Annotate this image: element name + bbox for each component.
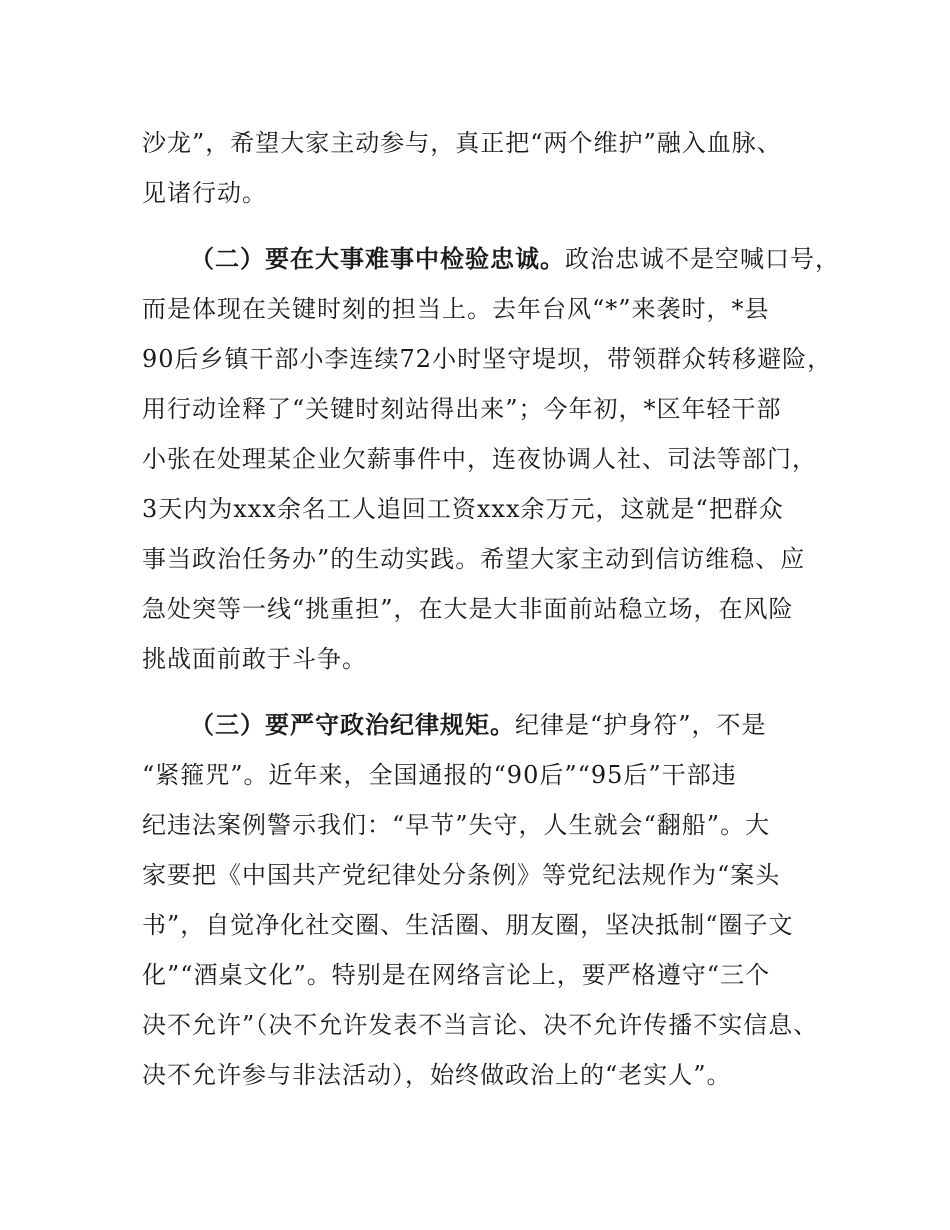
paragraph-text: 纪律是“护身符”，不是 xyxy=(515,711,767,739)
paragraph-line xyxy=(190,243,840,275)
paragraph-line: 见诸行动。 xyxy=(142,179,267,207)
paragraph-line: 沙龙”，希望大家主动参与，真正把“两个维护”融入血脉、 xyxy=(142,129,782,157)
paragraph-line: 化”“酒桌文化”。特别是在网络言论上，要严格遵守“三个 xyxy=(142,961,771,989)
paragraph-line: “紧箍咒”。近年来，全国通报的“90后”“95后”干部违 xyxy=(142,761,737,789)
paragraph-line: 纪违法案例警示我们：“早节”失守，人生就会“翻船”。大 xyxy=(142,811,771,839)
paragraph-line xyxy=(190,709,767,741)
paragraph-line: 用行动诠释了“关键时刻站得出来”；今年初，*区年轻干部 xyxy=(142,395,782,423)
paragraph-line: 事当政治任务办”的生动实践。希望大家主动到信访维稳、应 xyxy=(142,545,806,573)
paragraph-line: 90后乡镇干部小李连续72小时坚守堤坝，带领群众转移避险， xyxy=(142,345,833,373)
paragraph-text: 政治忠诚不是空喊口号， xyxy=(565,245,840,273)
paragraph-line: 决不允许”（决不允许发表不当言论、决不允许传播不实信息、 xyxy=(142,1011,819,1039)
paragraph-line: 书”，自觉净化社交圈、生活圈、朋友圈，坚决抵制“圈子文 xyxy=(142,911,794,939)
paragraph-line: 而是体现在关键时刻的担当上。去年台风“*”来袭时，*县 xyxy=(142,295,770,323)
paragraph-line: 3天内为xxx余名工人追回工资xxx余万元，这就是“把群众 xyxy=(142,495,784,523)
paragraph-line: 小张在处理某企业欠薪事件中，连夜协调人社、司法等部门， xyxy=(142,445,817,473)
paragraph-line: 挑战面前敢于斗争。 xyxy=(142,645,367,673)
section-heading: （二）要在大事难事中检验忠诚。 xyxy=(190,245,565,273)
paragraph-line: 决不允许参与非法活动），始终做政治上的“老实人”。 xyxy=(142,1061,732,1089)
paragraph-line: 家要把《中国共产党纪律处分条例》等党纪法规作为“案头 xyxy=(142,861,781,889)
paragraph-line: 急处突等一线“挑重担”，在大是大非面前站稳立场，在风险 xyxy=(142,595,794,623)
section-heading: （三）要严守政治纪律规矩。 xyxy=(190,711,515,739)
